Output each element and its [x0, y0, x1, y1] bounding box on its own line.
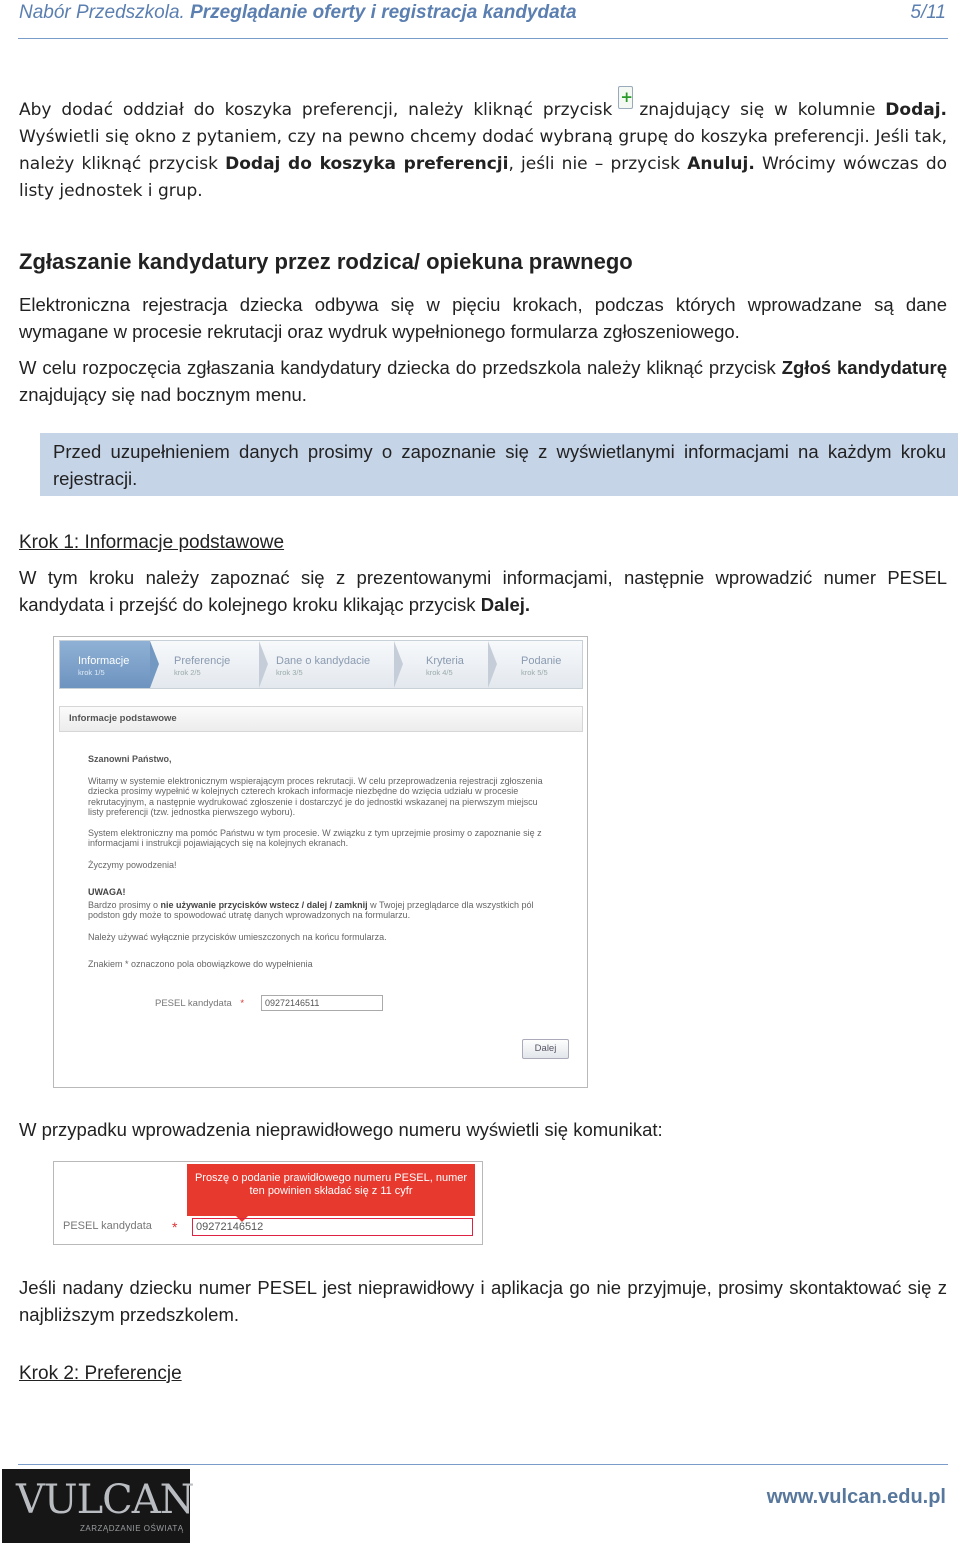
footer-url-link[interactable]: www.vulcan.edu.pl — [766, 1486, 946, 1508]
panel-header — [59, 706, 583, 732]
screenshot-step1-form — [53, 636, 588, 1088]
text-span: Aby dodać oddział do koszyka preferencji, należy kliknąć przycisk — [19, 100, 613, 120]
info-note — [40, 433, 958, 496]
invalid-pesel-intro: W przypadku wprowadzenia nieprawidłowego numeru wyświetli się komunikat: — [19, 1119, 663, 1140]
tab-chevron — [488, 641, 497, 688]
wish-text: Życzymy powodzenia! — [88, 860, 177, 870]
warning-title: UWAGA! — [88, 887, 126, 897]
panel-title: Informacje podstawowe — [69, 713, 177, 724]
wizard-steps — [59, 640, 583, 689]
warning-text-2: Należy używać wyłącznie przycisków umieszczonych na końcu formularza. — [88, 932, 387, 942]
step1-description — [19, 564, 947, 618]
text-span: Wrócimy wówczas do listy jednostek i grup. — [19, 154, 948, 201]
paragraph-registration: Elektroniczna rejestracja dziecka odbywa się w pięciu krokach, podczas których wprowadzane są dane wymagane w procesie rekrutacji oraz wydruk wypełnionego formularza zgłoszeniowego. — [19, 294, 947, 342]
tab-label: Kryteria — [426, 655, 464, 667]
tab-label: Dane o kandydacie — [276, 655, 371, 667]
anuluj-term: Anuluj. — [687, 154, 755, 174]
paragraph-start-registration — [19, 354, 947, 408]
dodaj-do-koszyka-term: Dodaj do koszyka preferencji — [225, 154, 509, 174]
pesel-label: PESEL kandydata — [63, 1220, 152, 1232]
screenshot-pesel-error — [53, 1161, 483, 1245]
text-span: , jeśli nie – przycisk — [508, 154, 681, 174]
pesel-label-text: PESEL kandydata — [155, 998, 232, 1009]
text-span: znajdujący się w kolumnie — [639, 100, 876, 120]
tab-sub: krok 1/5 — [78, 668, 105, 677]
paragraph-contact: Jeśli nadany dziecku numer PESEL jest nieprawidłowy i aplikacja go nie przyjmuje, prosimy skontaktować się z najbliższym przedszkolem. — [19, 1277, 947, 1325]
logo-subtitle: ZARZĄDZANIE OŚWIATĄ — [80, 1524, 184, 1533]
required-star: * — [240, 998, 245, 1009]
add-plus-icon — [618, 86, 633, 109]
tab-dane-o-kandydacie[interactable] — [268, 641, 393, 688]
tab-sub: krok 3/5 — [276, 668, 303, 677]
step2-title: Krok 2: Preferencje — [19, 1363, 182, 1384]
page-number: 5/11 — [910, 2, 946, 23]
dalej-term: Dalej. — [480, 594, 531, 615]
intro-text-2: System elektroniczny ma pomóc Państwu w tym procesie. W związku z tym uprzejmie prosimy o zapoznanie się z informacjami i instrukcji pojawiających się na kolejnych ekranach. — [88, 828, 542, 849]
step1-title: Krok 1: Informacje podstawowe — [19, 532, 285, 553]
tab-sub: krok 2/5 — [174, 668, 201, 677]
tab-informacje[interactable] — [60, 641, 150, 688]
document-header-title — [19, 2, 577, 24]
tab-chevron — [259, 641, 268, 688]
error-message: Proszę o podanie prawidłowego numeru PESEL, numer ten powinien składać się z 11 cyfr — [194, 1172, 468, 1197]
tab-label: Podanie — [521, 655, 562, 667]
dalej-button[interactable]: Dalej — [522, 1039, 569, 1059]
required-legend: Znakiem * oznaczono pola obowiązkowe do wypełnienia — [88, 959, 313, 969]
vulcan-logo — [2, 1469, 194, 1543]
tab-label: Informacje — [78, 655, 130, 667]
greeting: Szanowni Państwo, — [88, 754, 172, 764]
pesel-input-invalid[interactable]: 09272146512 — [192, 1218, 473, 1236]
text-span: W tym kroku należy zapoznać się z prezentowanymi informacjami, następnie wprowadzić numer PESEL kandydata i przejść do kolejnego kroku klikając przycisk — [19, 567, 947, 615]
error-tooltip — [187, 1164, 475, 1216]
tab-label: Preferencje — [174, 655, 231, 667]
text-span: W celu rozpoczęcia zgłaszania kandydatury dziecka do przedszkola należy kliknąć przycisk — [19, 357, 776, 378]
tab-chevron — [394, 641, 403, 688]
header-divider — [18, 38, 948, 39]
text-span: znajdujący się nad bocznym menu. — [19, 384, 307, 405]
intro-text-1: Witamy w systemie elektronicznym wspierającym proces rekrutacji. W celu przeprowadzenia rejestracji zgłoszenia dziecka prosimy wypełnić w kolejnych czterech krokach informacje niezbędne do wzięcia udziału w procesie rekrutacyjnym, a następnie wydrukować zgłoszenie i dostarczyć je do jednostki wskazanej na pierwszym miejscu listy preferencji (tzw. jednostka pierwszego wyboru). — [88, 776, 543, 818]
header-title-bold: Przeglądanie oferty i registracja kandydata — [190, 2, 577, 23]
section-heading: Zgłaszanie kandydatury przez rodzica/ opiekuna prawnego — [19, 249, 633, 274]
info-note-text: Przed uzupełnieniem danych prosimy o zapoznanie się z wyświetlanymi informacjami na każdym kroku rejestracji. — [53, 441, 946, 489]
pesel-label — [155, 998, 244, 1009]
tab-sub: krok 4/5 — [426, 668, 453, 677]
text-span: Wyświetli się okno z pytaniem, czy na pewno chcemy dodać wybraną grupę do koszyka preferencji. Jeśli tak, należy kliknąć przycisk — [19, 127, 947, 174]
text-span-bold: nie używanie przycisków wstecz / dalej / zamknij — [160, 900, 368, 910]
pesel-input[interactable]: 09272146511 — [261, 995, 383, 1011]
tab-preferencje[interactable] — [166, 641, 261, 688]
paragraph-add-to-basket — [19, 92, 947, 205]
zglos-kandydature-term: Zgłoś kandydaturę — [781, 357, 947, 378]
footer-divider — [18, 1464, 948, 1465]
required-star: * — [172, 1219, 178, 1235]
warning-text-1 — [88, 900, 554, 921]
tab-podanie[interactable] — [513, 641, 581, 688]
tab-chevron — [150, 641, 159, 688]
logo-text: VULCAN — [16, 1477, 194, 1523]
text-span: w Twojej przeglądarce dla wszystkich pól podston gdy może to spowodować utratę danych wprowadzonych na formularzu. — [88, 900, 534, 921]
dodaj-term: Dodaj. — [885, 100, 947, 120]
text-span: Bardzo prosimy o — [88, 900, 159, 910]
header-title-plain: Nabór Przedszkola. — [19, 2, 191, 23]
tab-sub: krok 5/5 — [521, 668, 548, 677]
